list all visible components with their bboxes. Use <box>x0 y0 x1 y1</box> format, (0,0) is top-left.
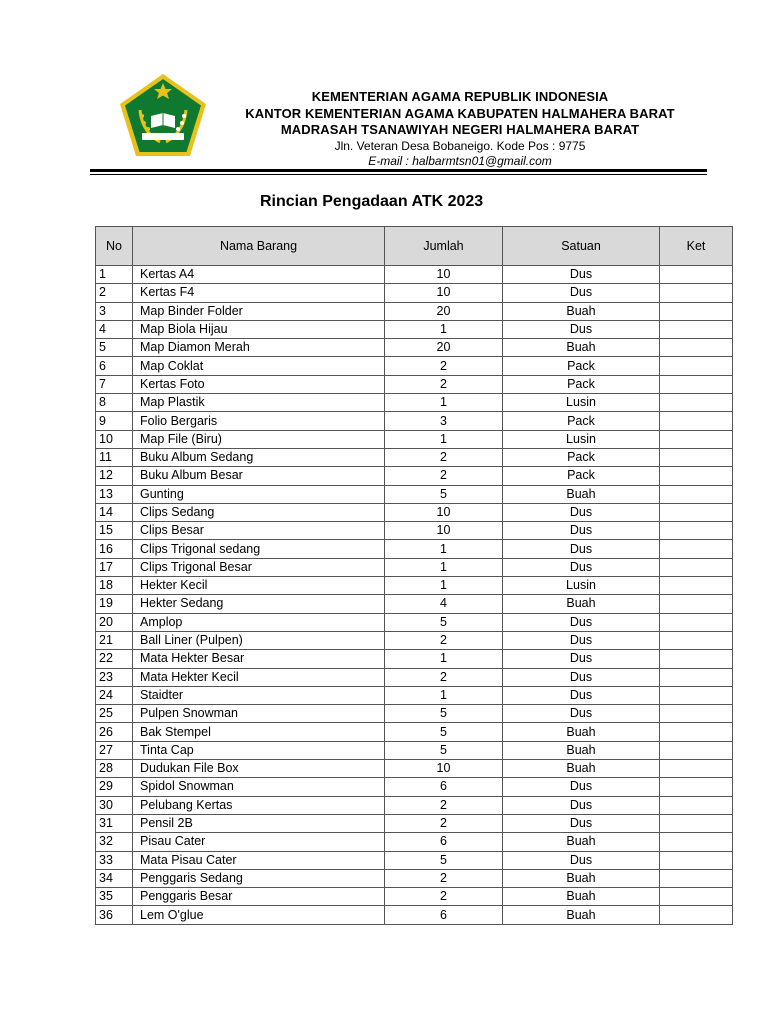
cell-quantity: 5 <box>385 485 503 503</box>
cell-unit: Pack <box>503 467 660 485</box>
cell-item-name: Map File (Biru) <box>133 430 385 448</box>
cell-item-name: Tinta Cap <box>133 741 385 759</box>
cell-unit: Buah <box>503 741 660 759</box>
cell-unit: Buah <box>503 888 660 906</box>
table-row <box>96 686 733 704</box>
cell-quantity: 10 <box>385 284 503 302</box>
cell-item-name: Map Diamon Merah <box>133 339 385 357</box>
cell-notes <box>660 760 733 778</box>
cell-no: 16 <box>96 540 133 558</box>
cell-quantity: 20 <box>385 302 503 320</box>
cell-unit: Buah <box>503 760 660 778</box>
table-row <box>96 613 733 631</box>
cell-unit: Dus <box>503 686 660 704</box>
cell-quantity: 5 <box>385 851 503 869</box>
cell-unit: Dus <box>503 540 660 558</box>
cell-item-name: Buku Album Besar <box>133 467 385 485</box>
cell-item-name: Map Binder Folder <box>133 302 385 320</box>
cell-unit: Dus <box>503 814 660 832</box>
cell-notes <box>660 412 733 430</box>
cell-quantity: 6 <box>385 778 503 796</box>
cell-item-name: Clips Besar <box>133 522 385 540</box>
cell-quantity: 10 <box>385 760 503 778</box>
table-row <box>96 814 733 832</box>
header-divider-thin <box>90 174 707 175</box>
cell-notes <box>660 320 733 338</box>
cell-notes <box>660 613 733 631</box>
cell-quantity: 6 <box>385 906 503 924</box>
column-header-unit: Satuan <box>503 227 660 266</box>
cell-notes <box>660 503 733 521</box>
cell-quantity: 20 <box>385 339 503 357</box>
cell-unit: Dus <box>503 851 660 869</box>
cell-no: 2 <box>96 284 133 302</box>
cell-quantity: 6 <box>385 833 503 851</box>
cell-no: 10 <box>96 430 133 448</box>
cell-quantity: 2 <box>385 668 503 686</box>
table-row <box>96 906 733 924</box>
cell-no: 19 <box>96 595 133 613</box>
cell-unit: Buah <box>503 833 660 851</box>
cell-unit: Dus <box>503 284 660 302</box>
cell-no: 8 <box>96 394 133 412</box>
cell-notes <box>660 814 733 832</box>
cell-notes <box>660 266 733 284</box>
cell-notes <box>660 686 733 704</box>
column-header-item-name: Nama Barang <box>133 227 385 266</box>
cell-no: 35 <box>96 888 133 906</box>
cell-notes <box>660 284 733 302</box>
cell-item-name: Dudukan File Box <box>133 760 385 778</box>
cell-notes <box>660 796 733 814</box>
table-row <box>96 833 733 851</box>
cell-notes <box>660 705 733 723</box>
table-row <box>96 869 733 887</box>
cell-unit: Buah <box>503 869 660 887</box>
cell-unit: Dus <box>503 631 660 649</box>
table-row <box>96 888 733 906</box>
cell-item-name: Pisau Cater <box>133 833 385 851</box>
cell-unit: Dus <box>503 796 660 814</box>
cell-unit: Lusin <box>503 577 660 595</box>
table-row <box>96 375 733 393</box>
cell-no: 3 <box>96 302 133 320</box>
table-row <box>96 650 733 668</box>
table-row <box>96 430 733 448</box>
cell-notes <box>660 357 733 375</box>
cell-unit: Dus <box>503 705 660 723</box>
cell-unit: Pack <box>503 375 660 393</box>
column-header-notes: Ket <box>660 227 733 266</box>
cell-no: 24 <box>96 686 133 704</box>
cell-quantity: 5 <box>385 705 503 723</box>
table-row <box>96 522 733 540</box>
cell-item-name: Pensil 2B <box>133 814 385 832</box>
table-row <box>96 467 733 485</box>
cell-no: 21 <box>96 631 133 649</box>
cell-quantity: 1 <box>385 540 503 558</box>
cell-notes <box>660 631 733 649</box>
cell-no: 18 <box>96 577 133 595</box>
table-row <box>96 540 733 558</box>
column-header-no: No <box>96 227 133 266</box>
cell-no: 7 <box>96 375 133 393</box>
cell-unit: Buah <box>503 485 660 503</box>
cell-item-name: Map Plastik <box>133 394 385 412</box>
cell-unit: Buah <box>503 723 660 741</box>
table-row <box>96 760 733 778</box>
cell-unit: Dus <box>503 503 660 521</box>
cell-item-name: Clips Sedang <box>133 503 385 521</box>
cell-notes <box>660 558 733 576</box>
cell-notes <box>660 394 733 412</box>
cell-notes <box>660 485 733 503</box>
cell-no: 27 <box>96 741 133 759</box>
cell-no: 22 <box>96 650 133 668</box>
cell-item-name: Clips Trigonal sedang <box>133 540 385 558</box>
cell-unit: Buah <box>503 906 660 924</box>
cell-quantity: 1 <box>385 394 503 412</box>
cell-unit: Buah <box>503 595 660 613</box>
cell-unit: Dus <box>503 522 660 540</box>
cell-item-name: Pelubang Kertas <box>133 796 385 814</box>
table-row <box>96 577 733 595</box>
cell-unit: Dus <box>503 650 660 668</box>
cell-notes <box>660 778 733 796</box>
table-row <box>96 778 733 796</box>
ministry-name: KEMENTERIAN AGAMA REPUBLIK INDONESIA <box>311 89 609 104</box>
table-row <box>96 320 733 338</box>
cell-no: 20 <box>96 613 133 631</box>
table-row <box>96 595 733 613</box>
document-title: Rincian Pengadaan ATK 2023 <box>260 193 484 210</box>
cell-no: 30 <box>96 796 133 814</box>
cell-item-name: Mata Pisau Cater <box>133 851 385 869</box>
cell-unit: Dus <box>503 613 660 631</box>
cell-item-name: Penggaris Besar <box>133 888 385 906</box>
cell-no: 23 <box>96 668 133 686</box>
cell-no: 36 <box>96 906 133 924</box>
cell-quantity: 4 <box>385 595 503 613</box>
cell-item-name: Hekter Sedang <box>133 595 385 613</box>
cell-no: 1 <box>96 266 133 284</box>
cell-item-name: Map Coklat <box>133 357 385 375</box>
table-row <box>96 741 733 759</box>
cell-notes <box>660 448 733 466</box>
cell-item-name: Mata Hekter Kecil <box>133 668 385 686</box>
cell-notes <box>660 869 733 887</box>
cell-no: 29 <box>96 778 133 796</box>
cell-item-name: Buku Album Sedang <box>133 448 385 466</box>
cell-quantity: 1 <box>385 320 503 338</box>
cell-no: 32 <box>96 833 133 851</box>
cell-quantity: 2 <box>385 869 503 887</box>
cell-no: 6 <box>96 357 133 375</box>
table-row <box>96 284 733 302</box>
school-name: MADRASAH TSANAWIYAH NEGERI HALMAHERA BARAT <box>280 122 640 137</box>
table-row <box>96 485 733 503</box>
cell-quantity: 3 <box>385 412 503 430</box>
cell-unit: Dus <box>503 558 660 576</box>
cell-notes <box>660 741 733 759</box>
cell-no: 28 <box>96 760 133 778</box>
email: E-mail : halbarmtsn01@gmail.com <box>368 153 552 168</box>
cell-quantity: 1 <box>385 558 503 576</box>
cell-no: 31 <box>96 814 133 832</box>
cell-notes <box>660 430 733 448</box>
cell-no: 17 <box>96 558 133 576</box>
table-header-row <box>96 227 733 266</box>
cell-quantity: 2 <box>385 631 503 649</box>
cell-item-name: Lem O'glue <box>133 906 385 924</box>
cell-no: 4 <box>96 320 133 338</box>
cell-no: 12 <box>96 467 133 485</box>
cell-notes <box>660 302 733 320</box>
ministry-logo <box>118 72 208 158</box>
table-row <box>96 394 733 412</box>
cell-unit: Pack <box>503 448 660 466</box>
cell-quantity: 2 <box>385 375 503 393</box>
cell-no: 11 <box>96 448 133 466</box>
cell-quantity: 10 <box>385 266 503 284</box>
table-row <box>96 796 733 814</box>
cell-quantity: 2 <box>385 357 503 375</box>
cell-item-name: Penggaris Sedang <box>133 869 385 887</box>
cell-notes <box>660 540 733 558</box>
cell-item-name: Pulpen Snowman <box>133 705 385 723</box>
cell-no: 33 <box>96 851 133 869</box>
cell-quantity: 2 <box>385 814 503 832</box>
cell-no: 26 <box>96 723 133 741</box>
cell-quantity: 1 <box>385 650 503 668</box>
cell-item-name: Hekter Kecil <box>133 577 385 595</box>
cell-unit: Pack <box>503 357 660 375</box>
cell-item-name: Kertas Foto <box>133 375 385 393</box>
cell-quantity: 10 <box>385 503 503 521</box>
cell-unit: Pack <box>503 412 660 430</box>
cell-quantity: 1 <box>385 577 503 595</box>
cell-no: 13 <box>96 485 133 503</box>
cell-notes <box>660 906 733 924</box>
cell-notes <box>660 467 733 485</box>
column-header-quantity: Jumlah <box>385 227 503 266</box>
table-row <box>96 631 733 649</box>
cell-item-name: Ball Liner (Pulpen) <box>133 631 385 649</box>
cell-item-name: Gunting <box>133 485 385 503</box>
cell-no: 14 <box>96 503 133 521</box>
cell-no: 9 <box>96 412 133 430</box>
cell-item-name: Clips Trigonal Besar <box>133 558 385 576</box>
cell-unit: Buah <box>503 302 660 320</box>
header-divider-thick <box>90 169 707 172</box>
table-row <box>96 503 733 521</box>
cell-unit: Dus <box>503 668 660 686</box>
cell-quantity: 1 <box>385 686 503 704</box>
cell-notes <box>660 577 733 595</box>
cell-quantity: 2 <box>385 796 503 814</box>
table-row <box>96 558 733 576</box>
table-row <box>96 448 733 466</box>
cell-unit: Dus <box>503 320 660 338</box>
cell-no: 15 <box>96 522 133 540</box>
cell-unit: Lusin <box>503 430 660 448</box>
cell-unit: Buah <box>503 339 660 357</box>
cell-item-name: Staidter <box>133 686 385 704</box>
table-row <box>96 357 733 375</box>
cell-notes <box>660 650 733 668</box>
cell-notes <box>660 595 733 613</box>
table-row <box>96 412 733 430</box>
procurement-table <box>95 226 733 925</box>
cell-notes <box>660 888 733 906</box>
cell-item-name: Map Biola Hijau <box>133 320 385 338</box>
cell-item-name: Amplop <box>133 613 385 631</box>
cell-item-name: Kertas F4 <box>133 284 385 302</box>
cell-quantity: 5 <box>385 741 503 759</box>
cell-item-name: Mata Hekter Besar <box>133 650 385 668</box>
table-row <box>96 851 733 869</box>
cell-notes <box>660 723 733 741</box>
letterhead <box>215 89 705 169</box>
cell-item-name: Folio Bergaris <box>133 412 385 430</box>
cell-quantity: 2 <box>385 888 503 906</box>
cell-quantity: 5 <box>385 613 503 631</box>
regional-office-name: KANTOR KEMENTERIAN AGAMA KABUPATEN HALMAHERA BARAT <box>245 105 675 121</box>
cell-notes <box>660 339 733 357</box>
table-row <box>96 339 733 357</box>
cell-notes <box>660 522 733 540</box>
cell-quantity: 5 <box>385 723 503 741</box>
cell-quantity: 10 <box>385 522 503 540</box>
table-row <box>96 668 733 686</box>
cell-unit: Dus <box>503 778 660 796</box>
cell-quantity: 2 <box>385 448 503 466</box>
table-row <box>96 705 733 723</box>
cell-notes <box>660 833 733 851</box>
cell-item-name: Spidol Snowman <box>133 778 385 796</box>
table-row <box>96 266 733 284</box>
cell-notes <box>660 851 733 869</box>
cell-quantity: 1 <box>385 430 503 448</box>
table-row <box>96 723 733 741</box>
cell-unit: Lusin <box>503 394 660 412</box>
cell-notes <box>660 668 733 686</box>
table-body <box>96 266 733 925</box>
cell-notes <box>660 375 733 393</box>
ministry-emblem-icon <box>118 72 208 158</box>
address: Jln. Veteran Desa Bobaneigo. Kode Pos : 9775 <box>334 138 586 153</box>
cell-no: 5 <box>96 339 133 357</box>
cell-quantity: 2 <box>385 467 503 485</box>
cell-no: 25 <box>96 705 133 723</box>
cell-no: 34 <box>96 869 133 887</box>
cell-item-name: Bak Stempel <box>133 723 385 741</box>
cell-unit: Dus <box>503 266 660 284</box>
cell-item-name: Kertas A4 <box>133 266 385 284</box>
table-row <box>96 302 733 320</box>
